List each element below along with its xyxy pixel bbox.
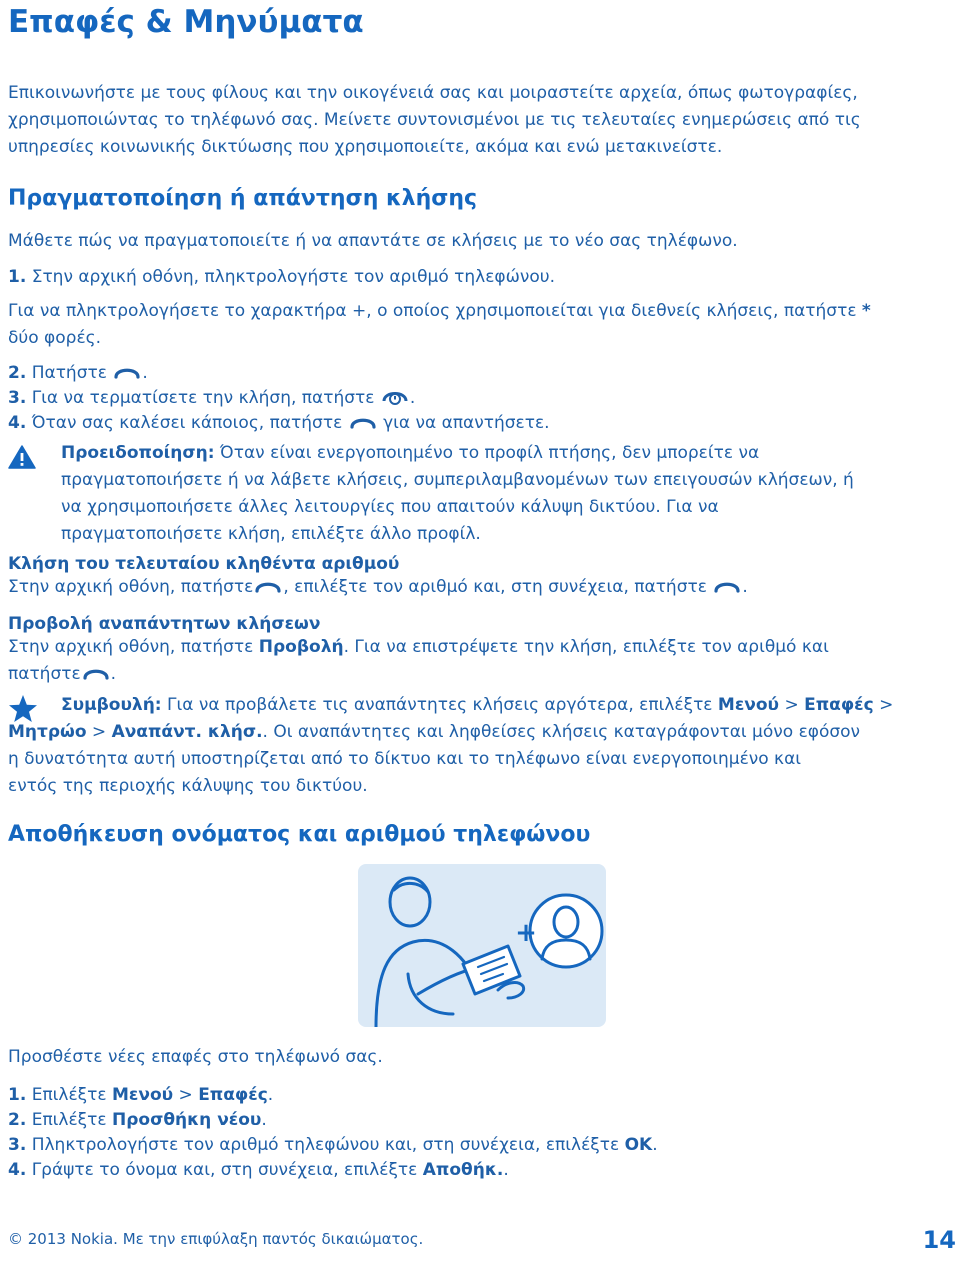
save-step-4: 4. Γράψτε το όνομα και, στη συνέχεια, επιλέξτε Αποθήκ.. [8,1160,509,1180]
call-step-2: 2. Πατήστε . [8,363,148,383]
end-key-icon [382,388,408,406]
tip-note: Συμβουλή: Για να προβάλετε τις αναπάντητες κλήσεις αργότερα, επιλέξτε Μενού > Επαφές > Μητρώο > Αναπάντ. κλήσ.. Οι αναπάντητες και ληφθείσες κλήσεις καταγράφονται μόνο εφόσον η δυνατότητα αυτή υποστηρίζεται από το δίκτυο και το τηλέφωνο είναι ενεργοποιημένο και εντός της περιοχής κάλυψης του δικτύου. [8,695,894,796]
save-section-desc: Προσθέστε νέες επαφές στο τηλέφωνό σας. [8,1047,383,1067]
page-title: Επαφές & Μηνύματα [8,4,364,40]
copyright: © 2013 Nokia. Με την επιφύλαξη παντός δικαιώματος. [8,1230,424,1248]
add-contact-illustration [358,864,606,1027]
page-number: 14 [922,1226,956,1254]
call-step-1: 1. Στην αρχική οθόνη, πληκτρολογήστε τον αριθμό τηλεφώνου. [8,267,555,287]
call-key-icon [114,363,140,381]
view-option: Προβολή [258,637,344,657]
last-number-text: Στην αρχική οθόνη, πατήστε , επιλέξτε τον αριθμό και, στη συνέχεια, πατήστε . [8,577,748,597]
intro-line: χρησιμοποιώντας το τηλέφωνό σας. Μείνετε συντονισμένοι με τις τελευταίες ενημερώσεις από τις [8,110,861,130]
warning-note: Προειδοποίηση: Όταν είναι ενεργοποιημένο το προφίλ πτήσης, δεν μπορείτε να πραγματοποιήσετε ή να λάβετε κλήσεις, συμπεριλαμβανομένων των επειγουσών κλήσεων, ή να χρησιμοποιήσετε άλλες λειτουργίες που απαιτούν κάλυψη δικτύου. Για να πραγματοποιήσετε κλήση, επιλέξτε άλλο προφίλ. [61,443,854,544]
last-number-heading: Κλήση του τελευταίου κληθέντα αριθμού [8,554,400,574]
call-section-heading: Πραγματοποίηση ή απάντηση κλήσης [8,186,478,211]
save-step-2: 2. Επιλέξτε Προσθήκη νέου. [8,1110,267,1130]
intro-line: υπηρεσίες κοινωνικής δικτύωσης που χρησιμοποιείτε, ακόμα και ενώ μετακινείστε. [8,137,723,157]
save-section-heading: Αποθήκευση ονόματος και αριθμού τηλεφώνου [8,822,591,847]
missed-calls-heading: Προβολή αναπάντητων κλήσεων [8,614,321,634]
plus-instructions: Για να πληκτρολογήσετε το χαρακτήρα +, ο οποίος χρησιμοποιείται για διεθνείς κλήσεις, πατήστε * δύο φορές. [8,301,871,348]
save-steps [8,1082,952,1184]
save-step-3: 3. Πληκτρολογήστε τον αριθμό τηλεφώνου και, στη συνέχεια, επιλέξτε OK. [8,1135,658,1155]
call-key-icon [255,577,281,595]
save-step-1: 1. Επιλέξτε Μενού > Επαφές. [8,1085,274,1105]
call-key-icon [714,577,740,595]
warning-icon [8,444,36,470]
call-key-icon [350,413,376,431]
illustration-art [358,864,606,1027]
missed-calls-text: Στην αρχική οθόνη, πατήστε Προβολή. Για να επιστρέψετε την κλήση, επιλέξτε τον αριθμό και πατήστε . [8,637,829,684]
illustration-plus: + [515,918,537,948]
intro-line: Επικοινωνήστε με τους φίλους και την οικογένειά σας και μοιραστείτε αρχεία, όπως φωτογραφίες, [8,83,858,103]
call-step-3: 3. Για να τερματίσετε την κλήση, πατήστε . [8,388,416,408]
call-key-icon [83,664,109,682]
intro-paragraph [8,80,952,161]
call-step-4: 4. Όταν σας καλέσει κάποιος, πατήστε για να απαντήσετε. [8,413,550,433]
call-section-desc: Μάθετε πώς να πραγματοποιείτε ή να απαντάτε σε κλήσεις με το νέο σας τηλέφωνο. [8,231,738,251]
